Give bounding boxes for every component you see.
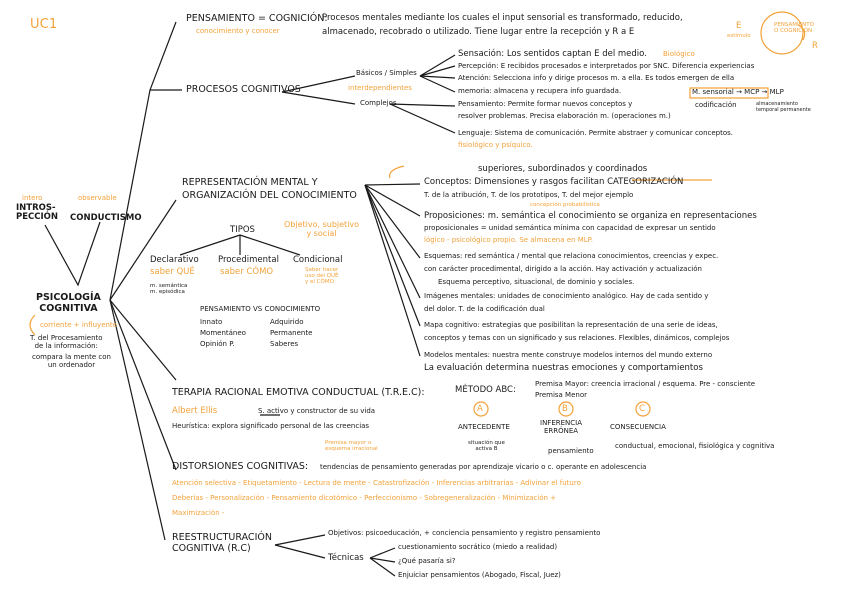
pair-left: Momentáneo: [200, 329, 246, 337]
percepcion-text: Percepción: E recibidos procesados e interpretados por SNC. Diferencia experiencias: [458, 62, 755, 70]
conceptos-text: Conceptos: Dimensiones y rasgos facilitan CATEGORIZACIÓN: [424, 177, 684, 187]
esquemas-3: Esquema perceptivo, situacional, de dominio y sociales.: [438, 278, 635, 286]
metodo-abc-label: MÉTODO ABC:: [455, 385, 516, 395]
psicologia-cognitiva: PSICOLOGÍA COGNITIVA: [36, 292, 101, 314]
procesos-heading: PROCESOS COGNITIVOS: [186, 84, 301, 95]
diagram-e: E: [736, 21, 742, 31]
consecuencia-desc: conductual, emocional, fisiológica y cognitiva: [615, 442, 775, 450]
proposiciones-3: lógico - psicológico propio. Se almacena en MLP.: [424, 236, 593, 244]
proposiciones-2: proposicionales = unidad semántica mínima con capacidad de expresar un sentido: [424, 224, 716, 232]
tecnica-2: ¿Qué pasaría si?: [398, 557, 456, 565]
intero-label: intero: [22, 194, 43, 202]
tecnicas-label: Técnicas: [328, 553, 364, 563]
pens-vs-conocimiento: PENSAMIENTO VS CONOCIMIENTO: [200, 305, 321, 313]
sensacion-text: Sensación: Los sentidos captan E del medio.: [458, 49, 647, 59]
imagenes-text: Imágenes mentales: unidades de conocimiento analógico. Hay de cada sentido y: [424, 292, 709, 300]
premisa-note: Premisa mayor o esquema irracional: [325, 440, 378, 453]
page-title: UC1: [30, 17, 58, 32]
modelos-text: Modelos mentales: nuestra mente construye modelos internos del mundo externo: [424, 351, 713, 359]
condicional-label: Condicional: [293, 255, 343, 265]
saber-que-label: saber QUÉ: [150, 267, 195, 277]
pair-right: Permanente: [270, 329, 313, 337]
trec-heading: TERAPIA RACIONAL EMOTIVA CONDUCTUAL (T.R.E.C):: [172, 387, 425, 398]
pensamiento-sub: conocimiento y conocer: [196, 27, 280, 35]
diagram-r: R: [812, 41, 818, 51]
pens-vs-pair-row: [200, 340, 350, 348]
atencion-text: Atención: Selecciona info y dirige procesos m. a ella. Es todos emergen de ella: [458, 74, 735, 82]
premisa-menor: Premisa Menor: [535, 391, 587, 399]
conceptos-teorias: T. de la atribución, T. de los prototipos, T. del mejor ejemplo: [424, 191, 634, 199]
distorsiones-heading: DISTORSIONES COGNITIVAS:: [172, 461, 309, 472]
corriente-label: corriente + influyente: [40, 321, 117, 329]
complejos-label: Complejos: [360, 99, 397, 107]
pens-vs-pair-row: [200, 318, 350, 326]
ellis-desc: S. activo y constructor de su vida: [258, 407, 376, 415]
inferencia-label: INFERENCIA ERRÓNEA: [540, 419, 583, 435]
modelos-2: La evaluación determina nuestras emociones y comportamientos: [424, 363, 703, 373]
concepcion-label: concepción probabilística: [530, 202, 600, 208]
esquemas-text: Esquemas: red semántica / mental que relaciona conocimientos, creencias y expec.: [424, 252, 719, 260]
observable-label: observable: [78, 194, 117, 202]
heuristica-text: Heurística: explora significado personal de las creencias: [172, 422, 370, 430]
premisa-mayor: Premisa Mayor: creencia irracional / esquema. Pre - consciente: [535, 380, 756, 388]
tdp-compara: compara la mente con un ordenador: [32, 353, 111, 370]
pair-right: Saberes: [270, 340, 299, 348]
pensamiento-proceso-1: Pensamiento: Permite formar nuevos conceptos y: [458, 100, 633, 108]
ellis-label: Albert Ellis: [172, 406, 218, 416]
saber-como-label: saber CÓMO: [220, 267, 274, 277]
pair-left: Opinión P.: [200, 340, 235, 348]
pensamiento-def-1: Procesos mentales mediante los cuales el input sensorial es transformado, reducido,: [322, 13, 683, 23]
abc-a: A: [477, 404, 483, 414]
codificacion-label: codificación: [695, 101, 737, 109]
pensamiento-proceso-2: resolver problemas. Precisa elaboración m. (operaciones m.): [458, 112, 671, 120]
declarativo-label: Declarativo: [150, 255, 199, 265]
tecnica-1: cuestionamiento socrático (miedo a realidad): [398, 543, 558, 551]
interdependientes-label: interdependientes: [348, 84, 412, 92]
pens-vs-pair-row: [200, 329, 350, 337]
distorsiones-list-1: Atención selectiva - Etiquetamiento - Lectura de mente - Catastrofización - Inferencias arbitrarias - Adivinar el futuro: [172, 479, 581, 487]
procedimental-label: Procedimental: [218, 255, 279, 265]
introspeccion-label: INTROS- PECCIÓN: [16, 203, 59, 223]
pensamiento-def-2: almacenado, recobrado o utilizado. Tiene lugar entre la recepción y R a E: [322, 27, 635, 37]
pensamiento-b: pensamiento: [548, 447, 594, 455]
almacenamiento-label: almacenamiento temporal permanente: [756, 101, 811, 113]
lenguaje-text: Lenguaje: Sistema de comunicación. Permite abstraer y comunicar conceptos.: [458, 129, 734, 137]
proposiciones-text: Proposiciones: m. semántica el conocimiento se organiza en representaciones: [424, 211, 757, 221]
memoria-sequence: M. sensorial → MCP → MLP: [692, 88, 784, 96]
objetivo-label: Objetivo, subjetivo y social: [284, 220, 360, 238]
lenguaje-fisiologico: fisiológico y psíquico.: [458, 141, 533, 149]
basicos-label: Básicos / Simples: [356, 69, 417, 77]
mapa-text: Mapa cognitivo: estrategias que posibilitan la representación de una serie de ideas,: [424, 321, 718, 329]
representacion-heading-2: ORGANIZACIÓN DEL CONOCIMIENTO: [182, 190, 357, 201]
distorsiones-def: tendencias de pensamiento generadas por aprendizaje vicario o c. operante en adolescencia: [320, 463, 647, 471]
consecuencia-label: CONSECUENCIA: [610, 423, 666, 431]
semantica-label: m. semántica m. episódica: [150, 283, 188, 296]
tecnica-3: Enjuiciar pensamientos (Abogado, Fiscal, Juez): [398, 571, 561, 579]
superiores-label: superiores, subordinados y coordinados: [478, 164, 648, 174]
pensamiento-heading: PENSAMIENTO = COGNICIÓN:: [186, 13, 328, 24]
condicional-desc: Saber hacer uso del QUÉ y el CÓMO: [305, 267, 339, 285]
objetivos-text: Objetivos: psicoeducación, + conciencia pensamiento y registro pensamiento: [328, 529, 601, 537]
situacion-label: situación que activa B: [468, 440, 505, 453]
abc-b: B: [562, 404, 568, 414]
mapa-2: conceptos y temas con un significado y sus relaciones. Flexibles, dinámicos, complejos: [424, 334, 730, 342]
sensacion-biologico: Biológico: [663, 50, 695, 58]
representacion-heading-1: REPRESENTACIÓN MENTAL Y: [182, 177, 318, 188]
pair-left: Innato: [200, 318, 223, 326]
esquemas-2: con carácter procedimental, dirigido a la acción. Hay activación y actualización: [424, 265, 702, 273]
distorsiones-list-3: Maximización -: [172, 509, 225, 517]
conductismo-label: CONDUCTISMO: [70, 213, 142, 223]
antecedente-label: ANTECEDENTE: [458, 423, 510, 431]
pensamiento-diagram-label: PENSAMIENTO O COGNICIÓN: [774, 22, 814, 35]
reestructuracion-heading: REESTRUCTURACIÓN COGNITIVA (R.C): [172, 532, 272, 555]
diagram-estimulo: estímulo: [727, 33, 751, 39]
tdp-label: T. del Procesamiento de la información:: [30, 334, 103, 351]
imagenes-2: del dolor. T. de la codificación dual: [424, 305, 545, 313]
abc-c: C: [639, 404, 645, 414]
pair-right: Adquirido: [270, 318, 304, 326]
distorsiones-list-2: Deberías - Personalización - Pensamiento dicotómico - Perfeccionismo - Sobregeneralización - Minimización +: [172, 494, 557, 502]
memoria-text: memoria: almacena y recupera info guardada.: [458, 87, 622, 95]
tipos-heading: TIPOS: [230, 225, 255, 235]
